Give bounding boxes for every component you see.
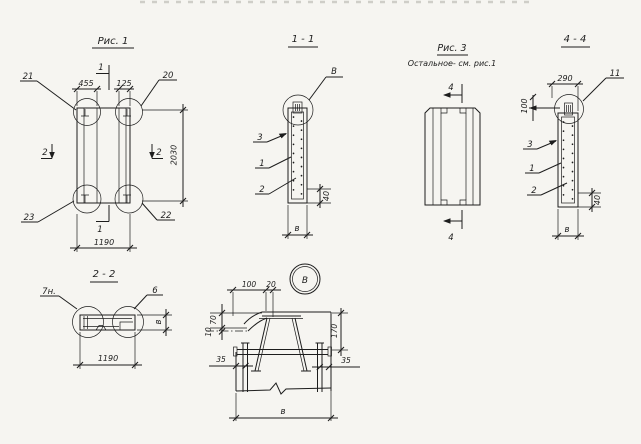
detail-b-dim-35-left — [209, 355, 253, 369]
fig3-section-4-label-bottom: 4 — [448, 233, 454, 243]
sec-4-4-callout-11 — [583, 69, 624, 101]
sec-4-4-dim-width-label: в — [564, 225, 570, 235]
fig1-callout-22-label: 22 — [160, 211, 172, 221]
sec-1-1-dim-width — [282, 205, 313, 239]
sec-1-1-title: 1 - 1 — [291, 34, 315, 45]
sec-4-4-callout-1-label: 1 — [529, 164, 535, 174]
fig1-dim-125-label: 125 — [116, 79, 132, 88]
fig1-callout-20-label: 20 — [162, 71, 174, 81]
fig1-section-mark-2-left — [41, 144, 55, 159]
fig1-section-mark-1-top — [96, 63, 109, 90]
fig1-section-2-label-left: 2 — [42, 148, 48, 158]
fig3-panel-linework — [425, 108, 480, 205]
sec-1-1-detail-mark-label: В — [331, 67, 337, 77]
sec-2-2-callout-6-label: 6 — [152, 286, 158, 296]
view-fig3 — [408, 43, 496, 243]
fig1-callout-22 — [142, 203, 175, 221]
detail-b-dim-35-right-label: 35 — [341, 356, 351, 365]
sec-2-2-linework — [73, 307, 144, 338]
detail-b-dim-70-label: 70 — [209, 315, 218, 325]
fig1-dim-1190-label: 1190 — [93, 238, 115, 247]
detail-b-dim-100-label: 100 — [241, 280, 257, 289]
fig1-dim-455 — [72, 79, 101, 106]
sec-4-4-dim-40-label: 40 — [593, 194, 602, 206]
fig1-section-mark-2-right — [149, 144, 163, 159]
fig1-title: Рис. 1 — [97, 36, 129, 47]
sec-1-1-callout-2-label: 2 — [259, 185, 265, 195]
sec-4-4-dim-40 — [578, 188, 602, 212]
sec-2-2-callout-7n — [40, 287, 77, 309]
sec-4-4-dim-width — [552, 209, 584, 240]
fig1-section-1-label-bottom: 1 — [97, 225, 103, 235]
sec-4-4-callout-3 — [523, 140, 557, 150]
sec-4-4-dim-290 — [547, 74, 583, 111]
fig1-dim-125 — [114, 79, 134, 106]
fig1-panel-linework — [73, 99, 143, 214]
detail-b-marker-label: В — [301, 276, 309, 286]
fig1-dim-1190 — [70, 214, 137, 252]
detail-b-dim-35-right — [312, 356, 360, 370]
detail-b-dim-100-20 — [227, 280, 281, 317]
sec-4-4-callout-2 — [527, 183, 567, 196]
fig1-section-1-label-top: 1 — [98, 63, 104, 73]
view-detail-b — [204, 264, 360, 421]
fig3-note: Остальное- см. рис.1 — [407, 59, 497, 68]
detail-b-marker — [290, 264, 320, 294]
detail-b-dim-width-label: в — [280, 407, 286, 417]
sec-1-1-callout-3 — [253, 133, 287, 143]
view-sec-2-2 — [40, 269, 172, 369]
sec-1-1-dim-40 — [307, 184, 331, 208]
sec-4-4-dim-290-label: 290 — [557, 74, 573, 83]
sec-2-2-dim-width — [137, 309, 172, 336]
fig1-dim-2030 — [142, 104, 188, 207]
view-sec-4-4 — [520, 34, 624, 240]
detail-b-dim-10-label: 10 — [204, 327, 213, 337]
sec-1-1-linework — [283, 95, 313, 203]
fig1-callout-23-label: 23 — [23, 213, 35, 223]
fig1-section-2-label-right: 2 — [156, 148, 162, 158]
fig3-title: Рис. 3 — [437, 43, 467, 54]
fig1-section-mark-1-bottom — [96, 205, 109, 235]
fig1-dim-455-label: 455 — [78, 79, 94, 88]
sec-2-2-dim-1190-label: 1190 — [97, 354, 119, 363]
sec-1-1-dim-40-label: 40 — [322, 190, 331, 202]
sec-1-1-callout-2 — [255, 178, 296, 195]
fig3-section-mark-4-top — [443, 83, 462, 103]
fig1-callout-23 — [21, 201, 74, 223]
sec-2-2-title: 2 - 2 — [92, 269, 116, 280]
sec-2-2-callout-7n-label: 7н. — [42, 287, 56, 297]
fig1-callout-21 — [20, 72, 76, 110]
fig3-section-4-label-top: 4 — [448, 83, 454, 93]
detail-b-dim-width — [229, 390, 338, 421]
sec-4-4-linework — [555, 95, 584, 208]
sec-1-1-callout-3-label: 3 — [257, 133, 263, 143]
view-fig1 — [20, 36, 188, 252]
detail-b-dim-170-label: 170 — [330, 323, 339, 339]
view-sec-1-1 — [253, 34, 343, 239]
sec-4-4-callout-3-label: 3 — [527, 140, 533, 150]
detail-b-dim-20-label: 20 — [266, 280, 276, 289]
sec-4-4-title: 4 - 4 — [563, 34, 587, 45]
sec-2-2-dim-width-label: в — [154, 319, 164, 325]
sec-4-4-dim-100-label: 100 — [520, 98, 529, 114]
sec-4-4-callout-2-label: 2 — [531, 186, 537, 196]
fig1-callout-20 — [141, 71, 177, 106]
sec-1-1-callout-1 — [255, 157, 291, 169]
detail-b-dim-35-left-label: 35 — [216, 355, 226, 364]
detail-b-linework — [206, 312, 332, 394]
sec-4-4-callout-11-label: 11 — [609, 69, 621, 79]
sec-1-1-callout-1-label: 1 — [259, 159, 265, 169]
fig1-callout-21-label: 21 — [22, 72, 34, 82]
sec-1-1-detail-callout — [309, 67, 343, 100]
sec-4-4-callout-1 — [525, 163, 561, 174]
detail-b-dim-170 — [330, 308, 348, 356]
fig1-dim-2030-label: 2030 — [169, 144, 179, 166]
sec-2-2-callout-6 — [134, 286, 163, 309]
fig3-section-mark-4-bottom — [443, 210, 462, 243]
sec-2-2-dim-1190 — [73, 332, 142, 369]
sec-4-4-dim-100 — [520, 94, 560, 121]
sec-1-1-dim-width-label: в — [294, 224, 300, 234]
